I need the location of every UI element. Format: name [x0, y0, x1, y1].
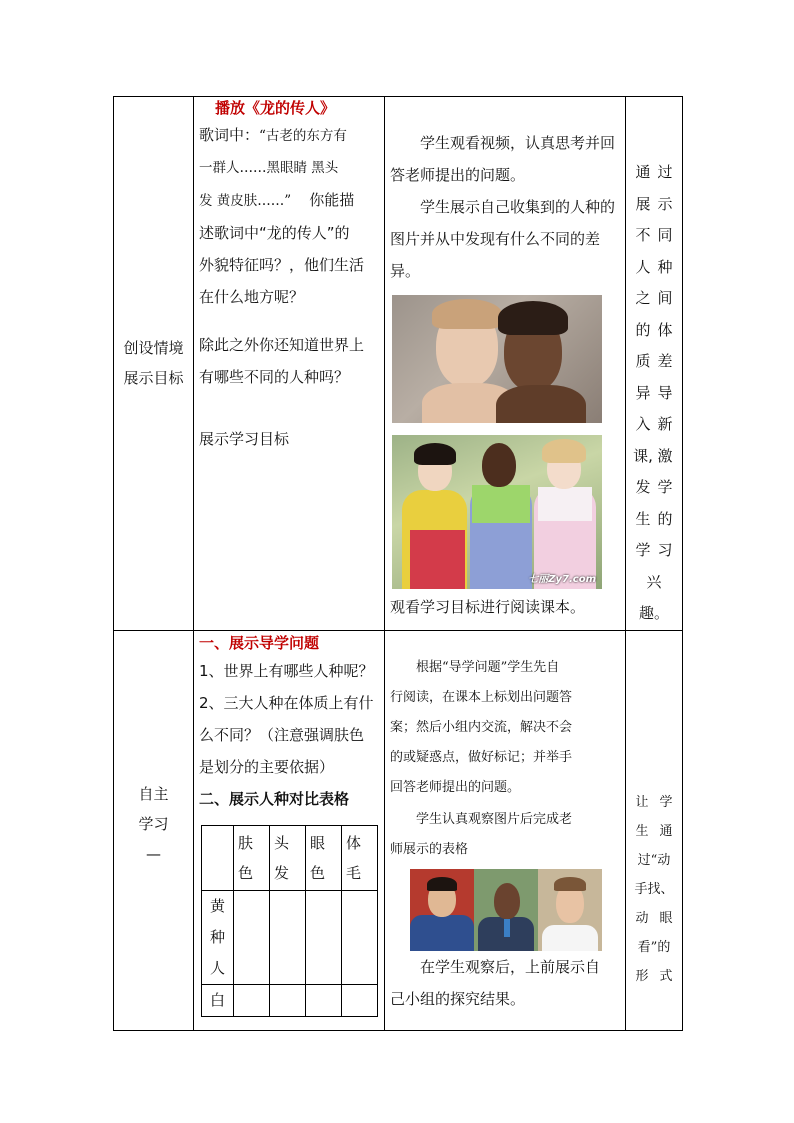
intent-char: 展: [635, 194, 651, 213]
intent-char: 入: [635, 415, 651, 433]
intent-char: 不: [635, 226, 651, 244]
section-heading: 一、展示导学问题: [199, 633, 320, 652]
intent-char: 让: [635, 794, 649, 810]
table-cell: [202, 825, 234, 890]
goal-text: 展示学习目标: [199, 430, 290, 448]
intent-char: 的: [635, 320, 651, 339]
intent-char: 动: [635, 910, 649, 926]
question-text: 2、三大人种在体质上有什: [199, 693, 374, 712]
table-cell: [342, 890, 378, 984]
row-header-char: 种: [209, 927, 225, 946]
question-text: 有哪些不同的人种吗？: [199, 368, 350, 386]
header-char: 色: [310, 863, 326, 882]
intent-char: 生: [635, 509, 651, 528]
portrait-astronaut-photo: [410, 869, 474, 951]
design-intent-text: [626, 631, 682, 991]
intent-char: 之: [635, 289, 651, 307]
row-header-char: 人: [209, 958, 225, 977]
table-cell: [306, 984, 342, 1016]
column-header: [234, 825, 270, 890]
table-cell: [342, 984, 378, 1016]
question-text: 在什么地方呢？: [199, 288, 305, 306]
stage-label: 创设情境: [123, 339, 184, 358]
student-text: 回答老师提出的问题。: [390, 779, 521, 795]
table-cell: [234, 984, 270, 1016]
header-char: 体: [346, 833, 362, 852]
activity-title: 播放《龙的传人》: [215, 99, 336, 117]
stage-label: 学习: [138, 815, 169, 833]
student-text: 观看学习目标进行阅读课本。: [390, 598, 586, 616]
header-char: 毛: [346, 863, 362, 882]
intent-char: 新: [657, 415, 673, 433]
section-heading: 二、展示人种对比表格: [199, 789, 350, 808]
student-text: 学生展示自己收集到的人种的: [420, 198, 616, 216]
portrait-photos: [410, 869, 625, 951]
table-row-situation: [114, 97, 683, 631]
question-text: 述歌词中“龙的传人”的: [199, 224, 350, 242]
design-intent-text: [626, 97, 682, 630]
question-text: 外貌特征吗？，他们生活: [199, 256, 365, 274]
lyric-text: “古老的东方有: [259, 128, 347, 144]
table-cell: [234, 890, 270, 984]
student-text: 的或疑惑点，做好标记；并举手: [390, 749, 573, 765]
question-text: 1、世界上有哪些人种呢？: [199, 661, 374, 680]
intent-char: 激: [657, 446, 673, 465]
header-char: 肤: [238, 833, 254, 852]
student-text: 己小组的探究结果。: [390, 989, 526, 1008]
intent-char: 学: [635, 541, 651, 559]
intent-char: 生: [635, 823, 649, 839]
intent-char: 眼: [659, 910, 673, 926]
intent-char: 体: [657, 320, 673, 339]
table-cell: [270, 890, 306, 984]
intent-char: 导: [657, 383, 673, 402]
student-text: 异。: [390, 262, 421, 280]
student-text: 在学生观察后，上前展示自: [420, 957, 601, 976]
intent-char: 学: [659, 794, 673, 810]
intent-char: 发: [635, 478, 651, 496]
student-text: 图片并从中发现有什么不同的差: [390, 230, 601, 248]
portrait-athlete-photo: [538, 869, 602, 951]
intent-char: 间: [657, 289, 673, 307]
teacher-activity-cell: [194, 97, 385, 631]
lyric-prefix: 歌词中：: [199, 126, 260, 144]
intent-char: 兴趣。: [638, 572, 669, 622]
table-row: [202, 890, 378, 984]
intent-char: 质: [635, 352, 651, 370]
stage-cell-self-study: [114, 630, 194, 1030]
student-text: 行阅读，在课本上标划出问题答: [390, 689, 573, 705]
hanbok-women-photo: [392, 435, 602, 589]
teacher-activity-cell: [194, 630, 385, 1030]
intent-char: 差: [657, 352, 673, 370]
student-text: 根据“导学问题”学生先自: [416, 659, 560, 675]
race-comparison-table: [201, 825, 378, 1017]
lyric-text: 一群人……黑眼睛 黑头: [199, 160, 339, 176]
stage-label: 自主: [138, 785, 169, 803]
intent-char: 通: [659, 823, 673, 839]
lesson-plan-table: [113, 96, 683, 1031]
student-text: 学生观看视频，认真思考并回: [420, 134, 616, 152]
intent-char: 看”的: [637, 939, 671, 955]
column-header: [270, 825, 306, 890]
column-header: [306, 825, 342, 890]
intent-char: 的: [657, 509, 673, 528]
header-char: 发: [274, 863, 290, 882]
stage-label: —: [146, 845, 161, 863]
table-row: [202, 825, 378, 890]
intent-char: 人: [635, 257, 651, 276]
design-intent-cell: [626, 630, 683, 1030]
student-text: 学生认真观察图片后完成老: [416, 811, 573, 827]
stage-label: 展示目标: [123, 369, 184, 388]
intent-char: 手找、: [634, 881, 674, 897]
student-text: 答老师提出的问题。: [390, 166, 526, 184]
stage-cell-situation: [114, 97, 194, 631]
table-cell: [270, 984, 306, 1016]
student-activity-cell: [385, 630, 626, 1030]
header-char: 色: [238, 863, 254, 882]
portrait-speaker-photo: [474, 869, 538, 951]
lyric-text: 发 黄皮肤……”: [199, 193, 292, 209]
intent-char: 同: [657, 226, 673, 244]
design-intent-cell: [626, 97, 683, 631]
intent-char: 过“动: [637, 852, 671, 868]
intent-char: 式: [659, 968, 673, 984]
intent-char: 通: [635, 163, 651, 181]
header-char: 头: [274, 833, 290, 852]
student-text: 师展示的表格: [390, 841, 469, 857]
question-text: 你能描: [309, 191, 355, 209]
row-header: 白: [202, 984, 234, 1016]
intent-char: 种: [657, 257, 673, 276]
table-row: [202, 984, 378, 1016]
row-header: [202, 890, 234, 984]
intent-char: 异: [635, 383, 651, 402]
question-text: 是划分的主要依据）: [199, 757, 335, 776]
question-text: 么不同？（注意强调肤色: [199, 725, 365, 744]
intent-char: 示: [657, 194, 673, 213]
student-text: 案；然后小组内交流，解决不会: [390, 719, 573, 735]
student-activity-cell: [385, 97, 626, 631]
table-row-self-study: [114, 630, 683, 1030]
photo-watermark: 七丽Zy7.com: [528, 574, 596, 585]
intent-char: 形: [635, 968, 649, 984]
row-header-char: 黄: [209, 896, 225, 915]
question-text: 除此之外你还知道世界上: [199, 336, 365, 354]
intent-char: 课,: [633, 446, 653, 465]
intent-char: 过: [657, 163, 673, 181]
header-char: 眼: [310, 833, 326, 852]
intent-char: 习: [657, 541, 673, 559]
two-women-photo: [392, 295, 602, 423]
intent-char: 学: [657, 478, 673, 496]
column-header: [342, 825, 378, 890]
table-cell: [306, 890, 342, 984]
